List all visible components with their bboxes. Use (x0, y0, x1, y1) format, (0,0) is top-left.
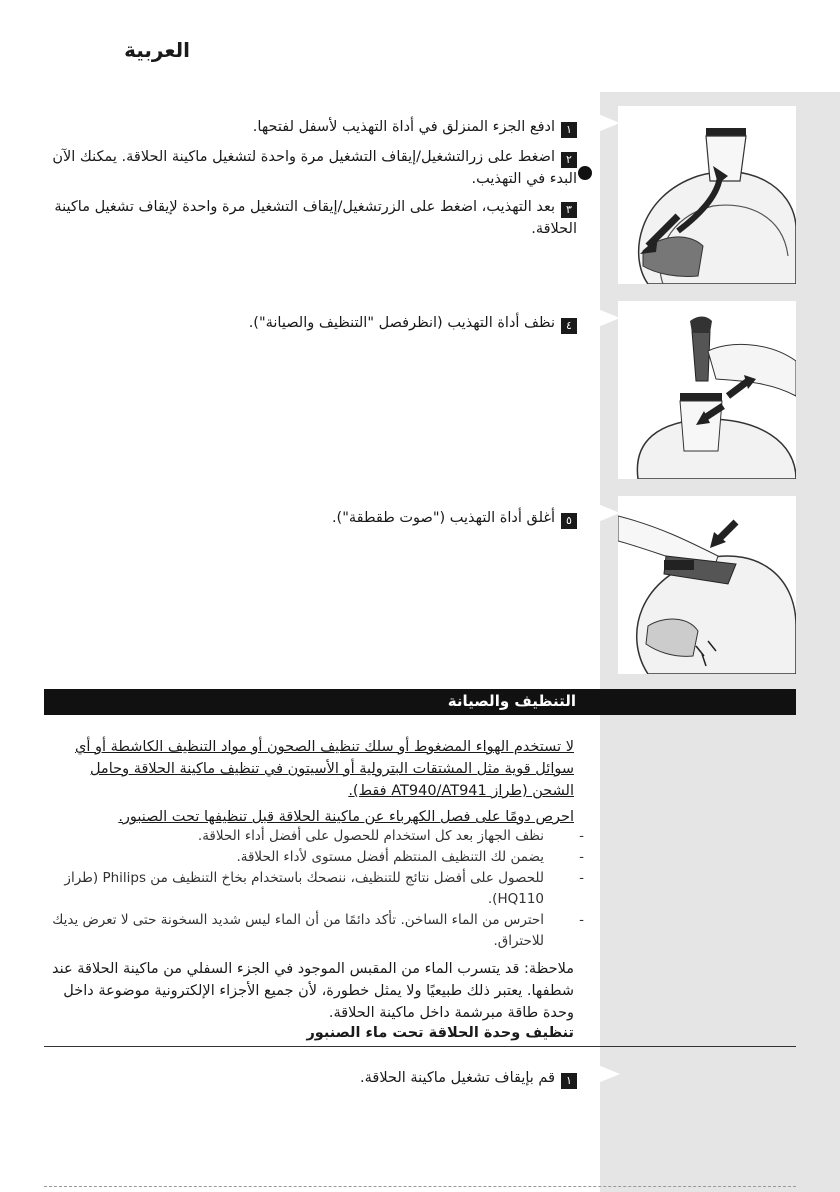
list-item (44, 868, 584, 910)
trimmer-close-illustration (618, 496, 796, 674)
tips-list (44, 826, 584, 952)
step-number: ٢ (561, 152, 577, 168)
language-title: العربية (124, 38, 190, 62)
step-number: ١ (561, 1073, 577, 1089)
step-text: نظف أداة التهذيب (انظرفصل "التنظيف والصيانة"). (248, 315, 555, 331)
step-5 (40, 507, 577, 529)
bullet-marker: - (579, 849, 584, 865)
list-item-text: احترس من الماء الساخن. تأكد دائمًا من أن الماء ليس شديد السخونة حتى لا تعرض يديك للاحتراق. (52, 912, 544, 949)
note-text: ملاحظة: قد يتسرب الماء من المقبس الموجود في الجزء السفلي من ماكينة الحلاقة عند شطفها. يعتبر ذلك طبيعيًا ولا يمثل خطورة، لأن جميع الأجزاء الإلكترونية موضوعة داخل وحدة طاقة مبرشمة داخل ماكينة الحلاقة. (52, 961, 574, 1021)
bullet-marker: - (579, 870, 584, 886)
brush-cleaning-illustration (618, 301, 796, 479)
step-number: ٣ (561, 202, 577, 218)
page-edge (44, 1186, 796, 1188)
step-text: بعد التهذيب، اضغط على الزرتشغيل/إيقاف التشغيل مرة واحدة لإيقاف تشغيل ماكينة الحلاقة. (54, 199, 577, 237)
bullet-marker: - (579, 828, 584, 844)
divider (44, 1046, 796, 1047)
section-header-bar (44, 689, 796, 715)
bullet-dot-marker (578, 166, 592, 180)
step-2 (40, 146, 577, 190)
subheading: تنظيف وحدة الحلاقة تحت ماء الصنبور (306, 1025, 574, 1041)
step-3 (40, 196, 577, 240)
step-text: ادفع الجزء المنزلق في أداة التهذيب لأسفل لفتحها. (252, 119, 555, 135)
trimmer-open-illustration (618, 106, 796, 284)
list-item-text: نظف الجهاز بعد كل استخدام للحصول على أفضل أداء الحلاقة. (197, 828, 544, 844)
list-item (44, 847, 584, 868)
step-text: اضغط على زرالتشغيل/إيقاف التشغيل مرة واحدة لتشغيل ماكينة الحلاقة. يمكنك الآن البدء في التهذيب. (52, 149, 577, 187)
pointer-arrow (598, 504, 620, 522)
warning-text: لا تستخدم الهواء المضغوط أو سلك تنظيف الصحون أو مواد التنظيف الكاشطة أو أي سوائل قوية مثل المشتقات البترولية أو الأسيتون في تنظيف ماكينة الحلاقة وحامل الشحن (طراز AT940/AT941 فقط). (74, 739, 574, 799)
bullet-marker: - (579, 912, 584, 928)
step-text: قم بإيقاف تشغيل ماكينة الحلاقة. (360, 1070, 555, 1086)
list-item-text: للحصول على أفضل نتائج للتنظيف، ننصحك باستخدام بخاخ التنظيف من Philips (طراز HQ110). (64, 870, 544, 907)
clean-step-1 (40, 1067, 577, 1089)
step-4 (40, 312, 577, 334)
list-item (44, 826, 584, 847)
step-text: أغلق أداة التهذيب ("صوت طقطقة"). (331, 510, 555, 526)
section-title: التنظيف والصيانة (447, 692, 576, 710)
list-item (44, 910, 584, 952)
step-number: ٤ (561, 318, 577, 334)
pointer-arrow (598, 309, 620, 327)
step-number: ٥ (561, 513, 577, 529)
list-item-text: يضمن لك التنظيف المنتظم أفضل مستوى لأداء الحلاقة. (236, 849, 544, 865)
pointer-arrow (598, 114, 620, 132)
pointer-arrow (598, 1065, 620, 1083)
step-1 (40, 116, 577, 138)
step-number: ١ (561, 122, 577, 138)
caution-text: احرص دومًا على فصل الكهرباء عن ماكينة الحلاقة قبل تنظيفها تحت الصنبور. (118, 809, 574, 825)
